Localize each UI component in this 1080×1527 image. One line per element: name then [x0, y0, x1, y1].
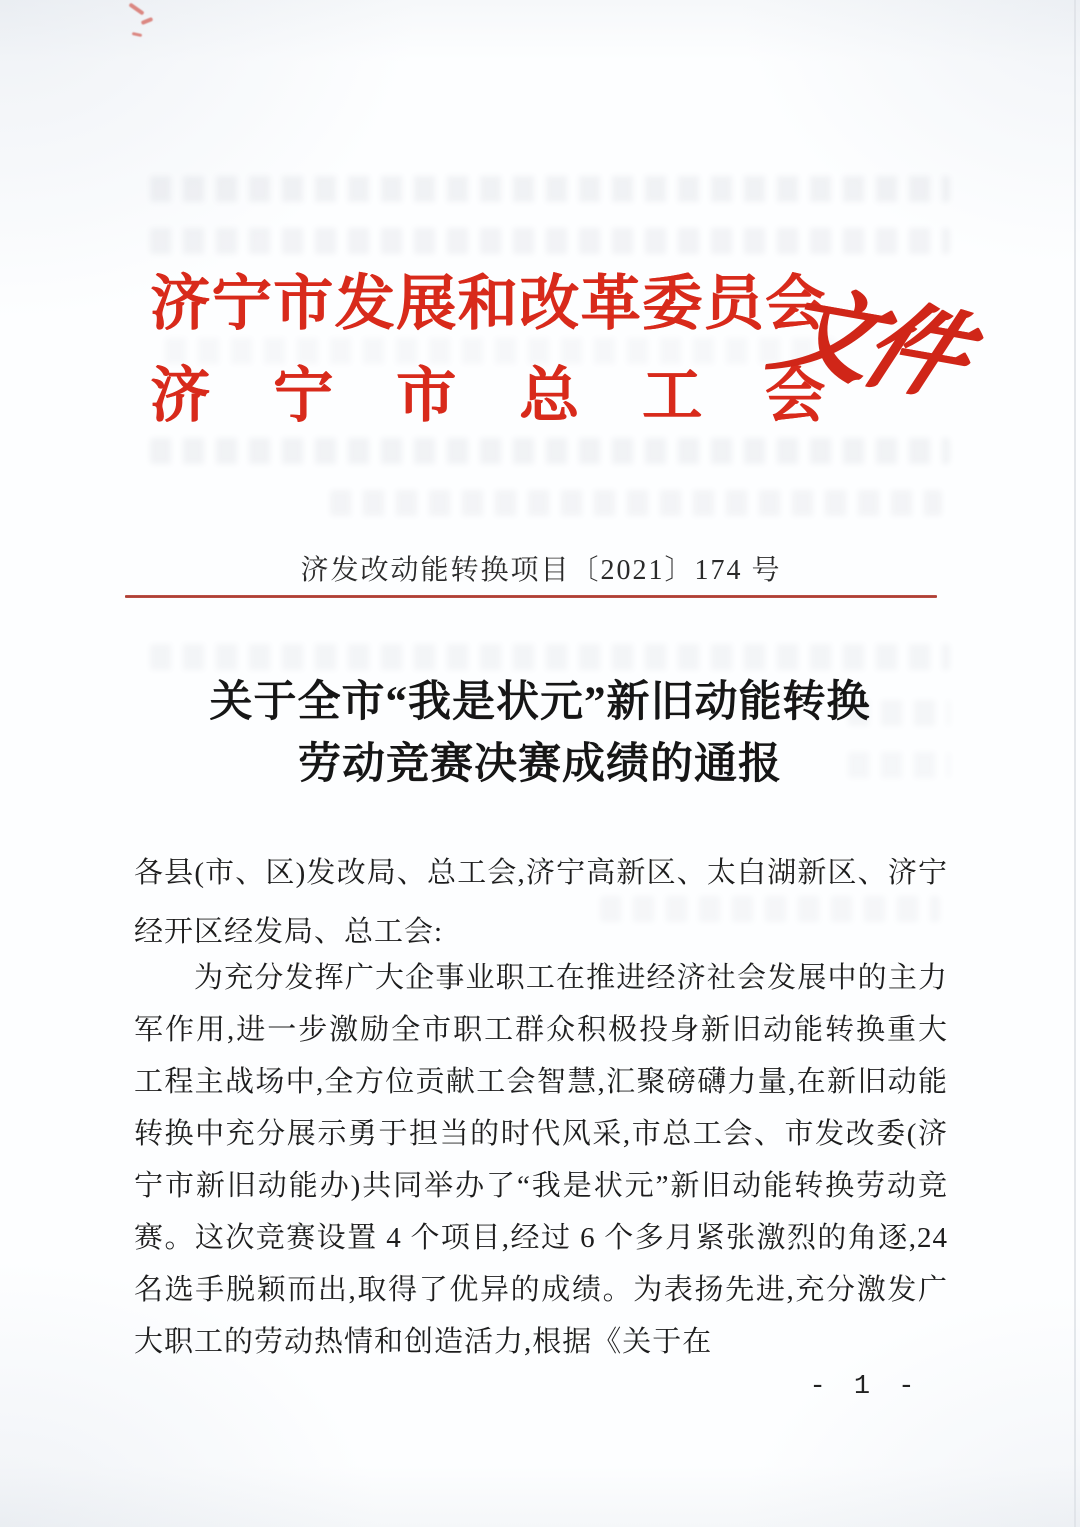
issuer-name-line2: 济宁市总工会: [150, 363, 825, 429]
page-number: - 1 -: [809, 1372, 921, 1402]
document-title-line2: 劳动竞赛决赛成绩的通报: [298, 741, 782, 788]
document-type-label: 文件: [759, 276, 975, 412]
recipients-line: 各县(市、区)发改局、总工会,济宁高新区、太白湖新区、济宁经开区经发局、总工会:: [134, 857, 948, 948]
red-separator-rule: [125, 595, 937, 598]
document-title-line1: 关于全市“我是状元”新旧动能转换: [209, 679, 871, 726]
ink-smudge: [141, 17, 154, 25]
scan-edge: [1074, 0, 1076, 1527]
ink-smudge: [132, 32, 142, 37]
bleed-through-line: [330, 490, 942, 516]
letterhead: [150, 258, 825, 442]
document-title: [134, 672, 946, 796]
bleed-through-line: [150, 228, 950, 254]
body-paragraph: 为充分发挥广大企事业职工在推进经济社会发展中的主力军作用,进一步激励全市职工群众积极投身新旧动能转换重大工程主战场中,全方位贡献工会智慧,汇聚磅礴力量,在新旧动能转换中充分展示勇于担当的时代风采,市总工会、市发改委(济宁市新旧动能办)共同举办了“我是状元”新旧动能转换劳动竞赛。这次竞赛设置 4 个项目,经过 6 个多月紧张激烈的角逐,24 名选手脱颖而出,取得了优异的成绩。为表扬先进,充分激发广大职工的劳动热情和创造活力,根据《关于在: [134, 962, 948, 1358]
bleed-through-line: [150, 176, 950, 202]
bleed-through-line: [150, 644, 950, 670]
document-number: 济发改动能转换项目〔2021〕174 号: [300, 555, 782, 586]
ink-smudge: [128, 2, 144, 15]
issuer-name-line1: 济宁市发展和改革委员会: [150, 271, 825, 337]
